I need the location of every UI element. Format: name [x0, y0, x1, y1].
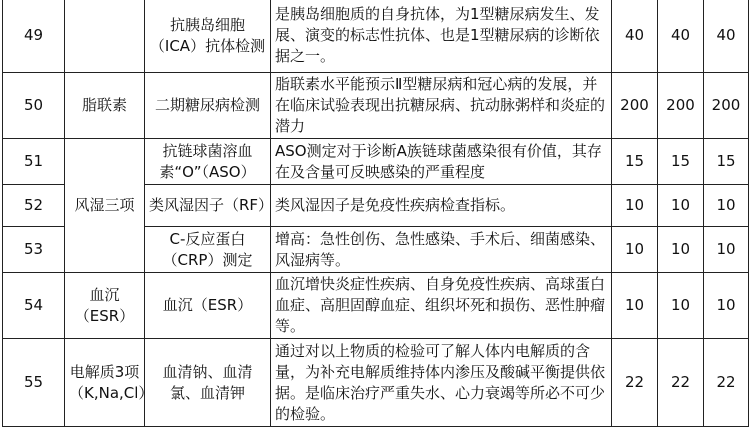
price-value: 15 [612, 139, 658, 185]
test-description: 血沉增快炎症性疾病、自身免疫性疾病、高球蛋白血症、高胆固醇血症、组织坏死和损伤、恶性肿瘤等。 [271, 273, 612, 339]
price-value: 10 [658, 185, 704, 227]
test-name: 二期糖尿病检测 [145, 73, 271, 139]
table-row [3, 339, 749, 427]
group-cell: 脂联素 [65, 73, 145, 139]
price-value: 200 [612, 73, 658, 139]
price-value: 40 [612, 0, 658, 73]
price-value: 10 [658, 227, 704, 273]
test-description: 是胰岛细胞质的自身抗体，为1型糖尿病发生、发展、演变的标志性抗体、也是1型糖尿病的诊断依据之一。 [271, 0, 612, 73]
price-value: 10 [658, 273, 704, 339]
price-value: 22 [612, 339, 658, 427]
test-name: 血沉（ESR） [145, 273, 271, 339]
price-value: 40 [658, 0, 704, 73]
test-items-table [2, 0, 749, 427]
group-cell: 电解质3项（K,Na,Cl） [65, 339, 145, 427]
group-cell: 血沉（ESR） [65, 273, 145, 339]
row-number: 50 [3, 73, 65, 139]
price-value: 200 [658, 73, 704, 139]
price-value: 15 [658, 139, 704, 185]
table-row [3, 73, 749, 139]
test-description: 通过对以上物质的检验可了解人体内电解质的含量，为补充电解质维持体内渗压及酸碱平衡提供依据。是临床治疗严重失水、心力衰竭等所必不可少的检验。 [271, 339, 612, 427]
price-value: 22 [704, 339, 749, 427]
test-description: ASO测定对于诊断A族链球菌感染很有价值，其存在及含量可反映感染的严重程度 [271, 139, 612, 185]
price-value: 10 [704, 185, 749, 227]
table-row [3, 0, 749, 73]
test-name: C-反应蛋白（CRP）测定 [145, 227, 271, 273]
price-value: 10 [612, 185, 658, 227]
price-value: 10 [612, 273, 658, 339]
row-number: 52 [3, 185, 65, 227]
row-number: 53 [3, 227, 65, 273]
table-row [3, 139, 749, 185]
price-value: 10 [704, 273, 749, 339]
price-value: 10 [704, 227, 749, 273]
test-name: 类风湿因子（RF） [145, 185, 271, 227]
row-number: 49 [3, 0, 65, 73]
test-description: 类风湿因子是免疫性疾病检查指标。 [271, 185, 612, 227]
group-cell: 风湿三项 [65, 139, 145, 273]
test-name: 抗链球菌溶血素“O”（ASO） [145, 139, 271, 185]
row-number: 54 [3, 273, 65, 339]
price-value: 40 [704, 0, 749, 73]
price-value: 22 [658, 339, 704, 427]
row-number: 51 [3, 139, 65, 185]
test-description: 增高：急性创伤、急性感染、手术后、细菌感染、风湿病等。 [271, 227, 612, 273]
table-row [3, 273, 749, 339]
test-description: 脂联素水平能预示Ⅱ型糖尿病和冠心病的发展，并在临床试验表现出抗糖尿病、抗动脉粥样和炎症的潜力 [271, 73, 612, 139]
test-name: 抗胰岛细胞（ICA）抗体检测 [145, 0, 271, 73]
price-value: 10 [612, 227, 658, 273]
test-name: 血清钠、血清氯、血清钾 [145, 339, 271, 427]
group-cell [65, 0, 145, 73]
row-number: 55 [3, 339, 65, 427]
price-value: 200 [704, 73, 749, 139]
price-value: 15 [704, 139, 749, 185]
